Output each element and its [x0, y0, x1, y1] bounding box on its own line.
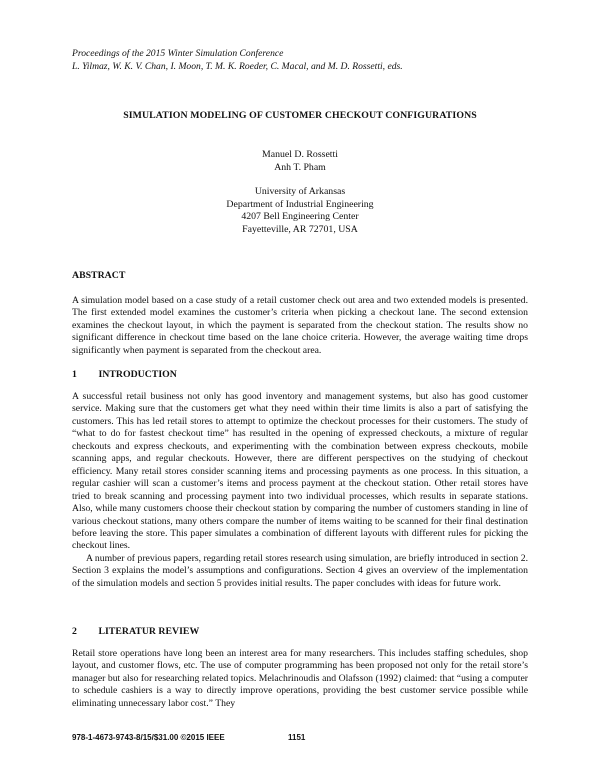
- paper-title: SIMULATION MODELING OF CUSTOMER CHECKOUT CONFIGURATIONS: [123, 110, 477, 121]
- body-paragraph: A successful retail business not only has good inventory and management systems, but also has good customer service. Making sure that the customers get what they need within their time limits is also a part of satisfying the customers. This has led retail stores to attempt to optimize the checkout processes for their customers. The study of “what to do for fastest checkout time” has resulted in the opening of expressed checkouts, a mixture of regular checkouts and express checkouts, and experimenting with the combination between express checkouts, mobile scanning apps, and regular checkouts. However, there are different perspectives on the studying of checkout efficiency. Many retail stores consider scanning items and processing payments as one process. In this situation, a regular cashier will scan a customer’s items and process payment at the checkout station. Other retail stores have tried to break scanning and processing payment into two individual processes, which results in separate stations. Also, while many customers choose their checkout station by comparing the number of customers standing in line of various checkout stations, many others compare the number of items waiting to be scanned for their final destination before leaving the store. This paper simulates a combination of different layouts with different rules for picking the checkout lines.: [72, 391, 528, 552]
- affiliation-line: University of Arkansas: [254, 186, 346, 197]
- affiliation-line: Fayetteville, AR 72701, USA: [242, 223, 358, 235]
- affiliation-line: Department of Industrial Engineering: [226, 198, 374, 210]
- section-2-body: [72, 648, 528, 710]
- footer-isbn: 978-1-4673-9743-8/15/$31.00 ©2015 IEEE: [72, 733, 225, 742]
- section-number: 1: [72, 369, 77, 380]
- section-number: 2: [72, 626, 77, 637]
- proceedings-header: [72, 48, 542, 73]
- page-number: 1151: [288, 733, 306, 742]
- body-paragraph: Retail store operations have long been an interest area for many researchers. This includes staffing schedules, shop layout, and customer flows, etc. The use of computer programming has been proposed not only for the retail store’s manager but also for researching related topics. Melachrinoudis and Olafsson (1992) claimed: that “using a computer to schedule cashiers is a way to directly improve operations, providing the best customer service possible while eliminating unnecessary labor cost.” They: [72, 648, 528, 709]
- section-title: INTRODUCTION: [98, 369, 177, 380]
- author-name: Manuel D. Rossetti: [262, 149, 338, 160]
- section-1-heading: [72, 369, 177, 380]
- section-1-body: [72, 391, 528, 590]
- affiliation-block: [72, 186, 528, 236]
- author-list: [72, 149, 528, 174]
- proceedings-line-1: Proceedings of the 2015 Winter Simulation Conference: [72, 48, 284, 59]
- abstract-paragraph: A simulation model based on a case study of a retail customer check out area and two extended models is presented. The first extended model examines the customer’s criteria when picking a checkout lane. The second extension examines the checkout layout, in which the payment is separated from the checkout station. The results show no significant difference in checkout time based on the lane choice criteria. However, the average waiting time drops significantly when payment is separated from the checkout area.: [72, 295, 528, 356]
- section-title: LITERATUR REVIEW: [98, 626, 200, 637]
- section-2-heading: [72, 626, 199, 637]
- abstract-heading: ABSTRACT: [72, 270, 126, 281]
- author-name: Anh T. Pham: [274, 161, 326, 173]
- proceedings-line-2: L. Yilmaz, W. K. V. Chan, I. Moon, T. M. K. Roeder, C. Macal, and M. D. Rossetti, eds.: [72, 60, 403, 72]
- abstract-text: [72, 295, 528, 357]
- affiliation-line: 4207 Bell Engineering Center: [241, 211, 359, 222]
- body-paragraph: A number of previous papers, regarding retail stores research using simulation, are briefly introduced in section 2. Section 3 explains the model’s assumptions and configurations. Section 4 gives an overview of the implementation of the simulation models and section 5 provides initial results. The paper concludes with ideas for future work.: [72, 552, 528, 589]
